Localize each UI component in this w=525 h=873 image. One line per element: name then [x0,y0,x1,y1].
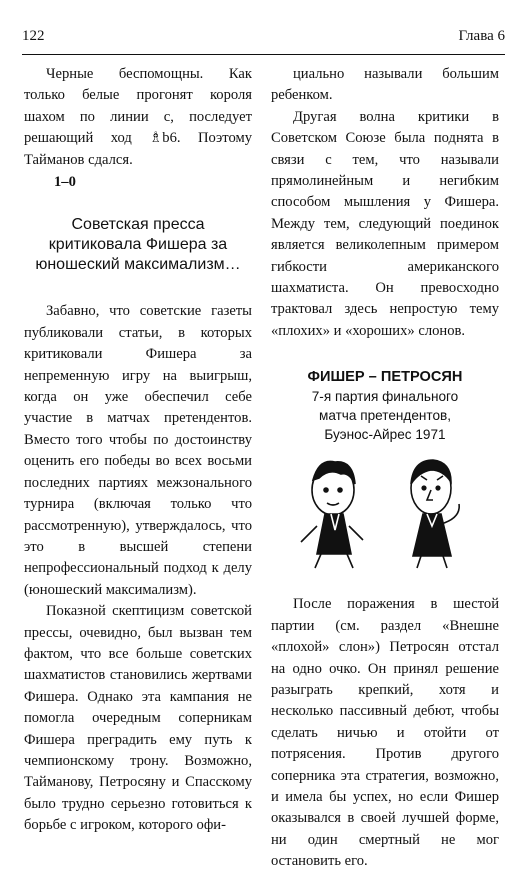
section-heading: Советская пресса критиковала Фишера за юношеский максимализм… [35,216,241,274]
game-info-line: Буэнос-Айрес 1971 [324,427,446,443]
game-info-line: 7-я партия финального [311,389,459,405]
caricature-illustration [271,450,499,570]
left-column [24,64,252,837]
paragraph: Забавно, что советские газеты публиковали статьи, в которых критиковали Фишера за непременную игру на выигрыш, когда он уже обеспечил себе участие в матчах претендентов. Вместо того чтобы по достоинству оценить его победы во всех восьми последних партиях межзонального турнира (включая только что рассмотренную), утверждалось, что это в высшей степени непрофессиональный подход к делу (юношеский максимализм). [24,303,252,598]
game-info-line: матча претендентов, [318,408,452,424]
paragraph: Показной скептицизм советской прессы, очевидно, был вызван тем фактом, что все больше советских шахматистов становились жертвами Фишера. Однако эта кампания не помогла очередным соперникам Фишера преградить ему путь к чемпионскому трону. Возможно, Тайманову, Петросяну и Спасскому было трудно серьезно готовиться к борьбе с игроком, которого офи- [24,603,252,834]
paragraph: Другая волна критики в Советском Союзе была поднята в связи с тем, что называли прямолинейным и негибким способом мышления у Фишера. Между тем, следующий поединок является великолепным примером гибкости американского шахматиста. Он превосходно трактовал здесь непростую тему «плохих» и «хороших» слонов. [271,108,499,339]
game-heading [271,368,499,444]
game-players: ФИШЕР – ПЕТРОСЯН [307,369,463,386]
paragraph: циально называли большим ребенком. [271,66,499,104]
page-number: 122 [22,28,45,44]
running-header [22,28,505,50]
fischer-caricature [301,462,363,569]
header-rule [22,54,505,55]
paragraph: Черные беспомощны. Как только белые прогонят короля шахом по линии c, последует решающий ход ♗b6. Поэтому Тайманов сдался. [24,66,252,168]
petrosian-caricature [411,460,459,568]
game-result: 1–0 [54,174,76,191]
paragraph: После поражения в шестой партии (см. раздел «Внешне «плохой» слон») Петросян отстал на одно очко. Он принял решение разыграть крепкий, хотя и несколько пассивный дебют, чтобы сделать ничью и отойти от потрясения. Против другого соперника эта стратегия, возможно, и имела бы успех, но если Фишер оказывался в своей лучшей форме, ни один смертный не мог остановить его. [271,596,499,870]
chapter-title: Глава 6 [458,28,505,44]
right-column [271,64,499,873]
